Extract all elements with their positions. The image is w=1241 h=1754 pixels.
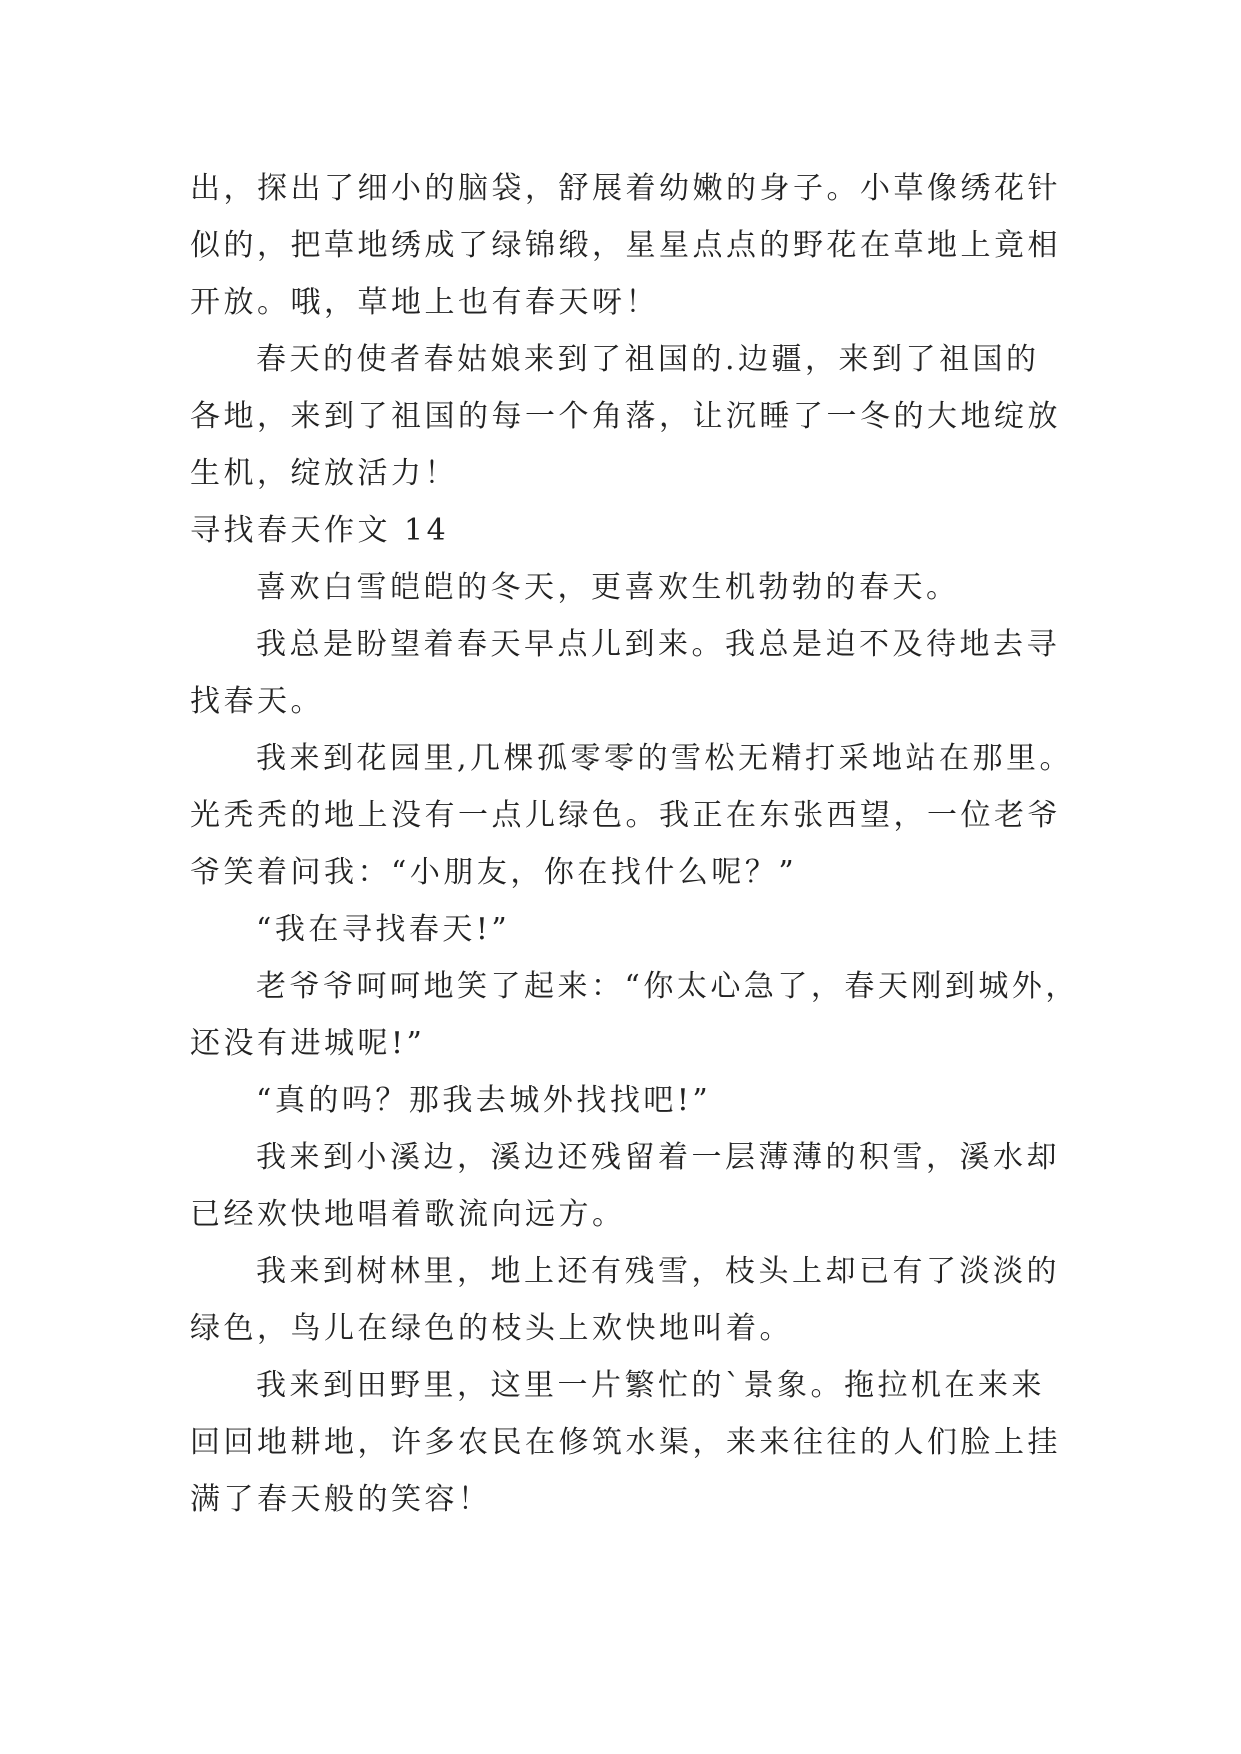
text-line: 爷笑着问我：“小朋友，你在找什么呢？” — [190, 855, 798, 890]
text-line: 我总是盼望着春天早点儿到来。我总是迫不及待地去寻 — [256, 627, 1060, 662]
text-line: 我来到树林里，地上还有残雪，枝头上却已有了淡淡的 — [256, 1254, 1060, 1289]
text-line: 找春天。 — [190, 684, 324, 719]
text-line: 绿色，鸟儿在绿色的枝头上欢快地叫着。 — [190, 1311, 793, 1346]
text-line: “真的吗？那我去城外找找吧!” — [256, 1083, 712, 1118]
text-line: 还没有进城呢!” — [190, 1026, 426, 1061]
text-line: 出，探出了细小的脑袋，舒展着幼嫩的身子。小草像绣花针 — [190, 171, 1061, 206]
text-line: 已经欢快地唱着歌流向远方。 — [190, 1197, 626, 1232]
text-line: 各地，来到了祖国的每一个角落，让沉睡了一冬的大地绽放 — [190, 399, 1061, 434]
text-line: 我来到小溪边，溪边还残留着一层薄薄的积雪，溪水却 — [256, 1140, 1060, 1175]
text-line: 回回地耕地，许多农民在修筑水渠，来来往往的人们脸上挂 — [190, 1425, 1061, 1460]
text-line: 生机，绽放活力！ — [190, 456, 458, 491]
text-line: 我来到花园里,几棵孤零零的雪松无精打采地站在那里。 — [256, 741, 1074, 776]
text-line: “我在寻找春天!” — [256, 912, 511, 947]
text-line: 老爷爷呵呵地笑了起来：“你太心急了，春天刚到城外， — [256, 969, 1079, 1004]
text-line: 开放。哦，草地上也有春天呀！ — [190, 285, 659, 320]
text-line: 满了春天般的笑容！ — [190, 1482, 492, 1517]
text-line: 光秃秃的地上没有一点儿绿色。我正在东张西望，一位老爷 — [190, 798, 1061, 833]
text-line: 我来到田野里，这里一片繁忙的`景象。拖拉机在来来 — [256, 1368, 1045, 1403]
text-line: 似的，把草地绣成了绿锦缎，星星点点的野花在草地上竟相 — [190, 228, 1061, 263]
document-body — [190, 160, 1079, 1528]
text-line: 春天的使者春姑娘来到了祖国的.边疆，来到了祖国的 — [256, 342, 1040, 377]
text-line: 喜欢白雪皑皑的冬天，更喜欢生机勃勃的春天。 — [256, 570, 960, 605]
text-line: 寻找春天作文 14 — [190, 513, 450, 548]
